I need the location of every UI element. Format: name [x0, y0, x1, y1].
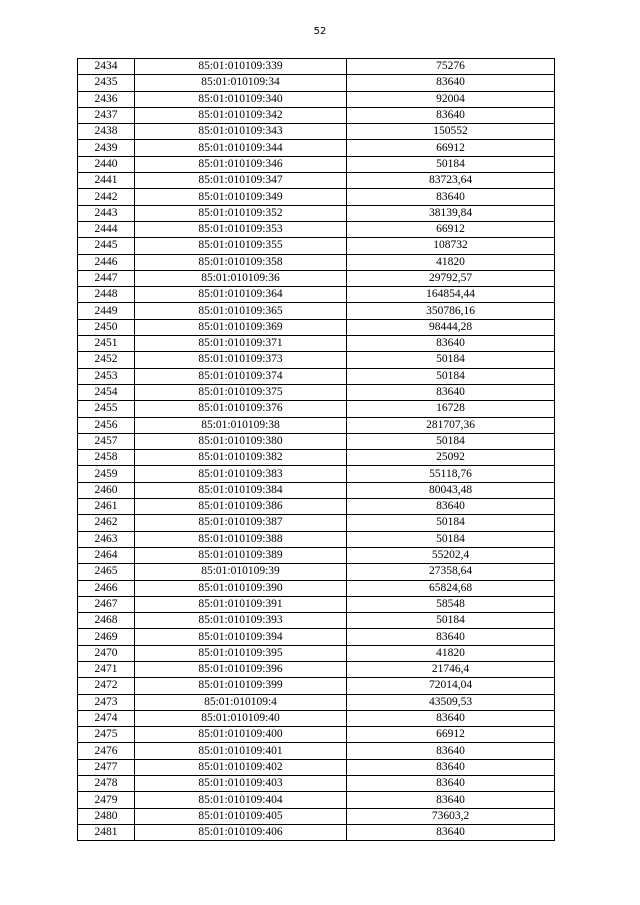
- row-number-cell: 2461: [78, 499, 135, 515]
- value-cell: 66912: [347, 140, 555, 156]
- table-body: [78, 59, 555, 841]
- table-row: [78, 433, 555, 449]
- value-cell: 108732: [347, 238, 555, 254]
- row-number-cell: 2439: [78, 140, 135, 156]
- row-number-cell: 2476: [78, 743, 135, 759]
- value-cell: 66912: [347, 221, 555, 237]
- cadastral-number-cell: 85:01:010109:386: [135, 499, 347, 515]
- table-row: [78, 580, 555, 596]
- value-cell: 55118,76: [347, 466, 555, 482]
- cadastral-number-cell: 85:01:010109:391: [135, 596, 347, 612]
- table-row: [78, 59, 555, 75]
- value-cell: 55202,4: [347, 547, 555, 563]
- value-cell: 83723,64: [347, 173, 555, 189]
- row-number-cell: 2455: [78, 401, 135, 417]
- value-cell: 83640: [347, 336, 555, 352]
- value-cell: 25092: [347, 450, 555, 466]
- row-number-cell: 2467: [78, 596, 135, 612]
- cadastral-number-cell: 85:01:010109:382: [135, 450, 347, 466]
- cadastral-number-cell: 85:01:010109:371: [135, 336, 347, 352]
- row-number-cell: 2474: [78, 710, 135, 726]
- cadastral-number-cell: 85:01:010109:346: [135, 156, 347, 172]
- cadastral-number-cell: 85:01:010109:401: [135, 743, 347, 759]
- table-row: [78, 336, 555, 352]
- row-number-cell: 2481: [78, 824, 135, 840]
- cadastral-number-cell: 85:01:010109:353: [135, 221, 347, 237]
- table-row: [78, 694, 555, 710]
- table-row: [78, 205, 555, 221]
- cadastral-number-cell: 85:01:010109:404: [135, 792, 347, 808]
- table-row: [78, 759, 555, 775]
- table-row: [78, 466, 555, 482]
- value-cell: 50184: [347, 531, 555, 547]
- row-number-cell: 2480: [78, 808, 135, 824]
- row-number-cell: 2470: [78, 645, 135, 661]
- value-cell: 58548: [347, 596, 555, 612]
- cadastral-number-cell: 85:01:010109:384: [135, 482, 347, 498]
- row-number-cell: 2452: [78, 352, 135, 368]
- value-cell: 50184: [347, 352, 555, 368]
- value-cell: 65824,68: [347, 580, 555, 596]
- cadastral-number-cell: 85:01:010109:373: [135, 352, 347, 368]
- row-number-cell: 2472: [78, 678, 135, 694]
- value-cell: 50184: [347, 433, 555, 449]
- cadastral-number-cell: 85:01:010109:374: [135, 368, 347, 384]
- row-number-cell: 2449: [78, 303, 135, 319]
- row-number-cell: 2457: [78, 433, 135, 449]
- value-cell: 83640: [347, 75, 555, 91]
- table-row: [78, 319, 555, 335]
- table-row: [78, 743, 555, 759]
- value-cell: 43509,53: [347, 694, 555, 710]
- cadastral-number-cell: 85:01:010109:342: [135, 107, 347, 123]
- table-row: [78, 824, 555, 840]
- cadastral-number-cell: 85:01:010109:389: [135, 547, 347, 563]
- cadastral-number-cell: 85:01:010109:396: [135, 661, 347, 677]
- table-row: [78, 645, 555, 661]
- row-number-cell: 2465: [78, 564, 135, 580]
- value-cell: 83640: [347, 743, 555, 759]
- row-number-cell: 2478: [78, 776, 135, 792]
- value-cell: 83640: [347, 499, 555, 515]
- table-row: [78, 727, 555, 743]
- cadastral-number-cell: 85:01:010109:364: [135, 287, 347, 303]
- row-number-cell: 2451: [78, 336, 135, 352]
- cadastral-number-cell: 85:01:010109:395: [135, 645, 347, 661]
- page-number: 52: [313, 26, 327, 37]
- row-number-cell: 2435: [78, 75, 135, 91]
- cadastral-number-cell: 85:01:010109:4: [135, 694, 347, 710]
- value-cell: 66912: [347, 727, 555, 743]
- cadastral-number-cell: 85:01:010109:340: [135, 91, 347, 107]
- row-number-cell: 2446: [78, 254, 135, 270]
- table-row: [78, 678, 555, 694]
- value-cell: 83640: [347, 107, 555, 123]
- cadastral-number-cell: 85:01:010109:36: [135, 270, 347, 286]
- table-row: [78, 792, 555, 808]
- table-row: [78, 352, 555, 368]
- cadastral-number-cell: 85:01:010109:403: [135, 776, 347, 792]
- table-row: [78, 613, 555, 629]
- value-cell: 80043,48: [347, 482, 555, 498]
- cadastral-number-cell: 85:01:010109:393: [135, 613, 347, 629]
- cadastral-number-cell: 85:01:010109:344: [135, 140, 347, 156]
- value-cell: 83640: [347, 776, 555, 792]
- table-row: [78, 776, 555, 792]
- table-row: [78, 499, 555, 515]
- row-number-cell: 2437: [78, 107, 135, 123]
- value-cell: 150552: [347, 124, 555, 140]
- row-number-cell: 2442: [78, 189, 135, 205]
- row-number-cell: 2445: [78, 238, 135, 254]
- value-cell: 281707,36: [347, 417, 555, 433]
- table-row: [78, 531, 555, 547]
- row-number-cell: 2438: [78, 124, 135, 140]
- value-cell: 98444,28: [347, 319, 555, 335]
- cadastral-number-cell: 85:01:010109:352: [135, 205, 347, 221]
- row-number-cell: 2471: [78, 661, 135, 677]
- value-cell: 83640: [347, 629, 555, 645]
- cadastral-number-cell: 85:01:010109:387: [135, 515, 347, 531]
- row-number-cell: 2468: [78, 613, 135, 629]
- row-number-cell: 2473: [78, 694, 135, 710]
- table-row: [78, 238, 555, 254]
- value-cell: 27358,64: [347, 564, 555, 580]
- table-row: [78, 564, 555, 580]
- row-number-cell: 2453: [78, 368, 135, 384]
- table-row: [78, 75, 555, 91]
- row-number-cell: 2441: [78, 173, 135, 189]
- cadastral-number-cell: 85:01:010109:34: [135, 75, 347, 91]
- row-number-cell: 2444: [78, 221, 135, 237]
- cadastral-number-cell: 85:01:010109:380: [135, 433, 347, 449]
- cadastral-number-cell: 85:01:010109:343: [135, 124, 347, 140]
- value-cell: 75276: [347, 59, 555, 75]
- cadastral-number-cell: 85:01:010109:399: [135, 678, 347, 694]
- cadastral-number-cell: 85:01:010109:339: [135, 59, 347, 75]
- cadastral-number-cell: 85:01:010109:358: [135, 254, 347, 270]
- table-row: [78, 417, 555, 433]
- value-cell: 50184: [347, 156, 555, 172]
- cadastral-number-cell: 85:01:010109:376: [135, 401, 347, 417]
- value-cell: 41820: [347, 645, 555, 661]
- row-number-cell: 2454: [78, 384, 135, 400]
- row-number-cell: 2447: [78, 270, 135, 286]
- value-cell: 92004: [347, 91, 555, 107]
- value-cell: 83640: [347, 792, 555, 808]
- table-row: [78, 140, 555, 156]
- row-number-cell: 2448: [78, 287, 135, 303]
- cadastral-number-cell: 85:01:010109:347: [135, 173, 347, 189]
- value-cell: 16728: [347, 401, 555, 417]
- value-cell: 50184: [347, 613, 555, 629]
- row-number-cell: 2466: [78, 580, 135, 596]
- table-row: [78, 596, 555, 612]
- cadastral-number-cell: 85:01:010109:355: [135, 238, 347, 254]
- cadastral-number-cell: 85:01:010109:400: [135, 727, 347, 743]
- row-number-cell: 2462: [78, 515, 135, 531]
- table-row: [78, 629, 555, 645]
- value-cell: 50184: [347, 515, 555, 531]
- table-row: [78, 482, 555, 498]
- value-cell: 350786,16: [347, 303, 555, 319]
- table-row: [78, 221, 555, 237]
- table-row: [78, 270, 555, 286]
- cadastral-number-cell: 85:01:010109:40: [135, 710, 347, 726]
- table-row: [78, 287, 555, 303]
- row-number-cell: 2443: [78, 205, 135, 221]
- table-row: [78, 450, 555, 466]
- value-cell: 83640: [347, 759, 555, 775]
- cadastral-number-cell: 85:01:010109:375: [135, 384, 347, 400]
- value-cell: 73603,2: [347, 808, 555, 824]
- cadastral-number-cell: 85:01:010109:402: [135, 759, 347, 775]
- table-row: [78, 189, 555, 205]
- table-row: [78, 368, 555, 384]
- row-number-cell: 2459: [78, 466, 135, 482]
- cadastral-number-cell: 85:01:010109:394: [135, 629, 347, 645]
- row-number-cell: 2469: [78, 629, 135, 645]
- row-number-cell: 2477: [78, 759, 135, 775]
- table-row: [78, 173, 555, 189]
- row-number-cell: 2460: [78, 482, 135, 498]
- table-row: [78, 303, 555, 319]
- value-cell: 21746,4: [347, 661, 555, 677]
- row-number-cell: 2434: [78, 59, 135, 75]
- table-row: [78, 254, 555, 270]
- cadastral-number-cell: 85:01:010109:39: [135, 564, 347, 580]
- row-number-cell: 2450: [78, 319, 135, 335]
- value-cell: 83640: [347, 710, 555, 726]
- table-row: [78, 661, 555, 677]
- row-number-cell: 2479: [78, 792, 135, 808]
- table-row: [78, 156, 555, 172]
- table-row: [78, 710, 555, 726]
- value-cell: 72014,04: [347, 678, 555, 694]
- cadastral-number-cell: 85:01:010109:383: [135, 466, 347, 482]
- value-cell: 50184: [347, 368, 555, 384]
- table-row: [78, 547, 555, 563]
- row-number-cell: 2458: [78, 450, 135, 466]
- row-number-cell: 2475: [78, 727, 135, 743]
- value-cell: 38139,84: [347, 205, 555, 221]
- row-number-cell: 2456: [78, 417, 135, 433]
- value-cell: 83640: [347, 384, 555, 400]
- table-row: [78, 124, 555, 140]
- value-cell: 29792,57: [347, 270, 555, 286]
- cadastral-value-table: [77, 58, 555, 841]
- cadastral-number-cell: 85:01:010109:369: [135, 319, 347, 335]
- table-row: [78, 808, 555, 824]
- cadastral-number-cell: 85:01:010109:406: [135, 824, 347, 840]
- row-number-cell: 2464: [78, 547, 135, 563]
- table-row: [78, 384, 555, 400]
- table-row: [78, 515, 555, 531]
- row-number-cell: 2436: [78, 91, 135, 107]
- value-cell: 83640: [347, 824, 555, 840]
- table-row: [78, 401, 555, 417]
- cadastral-number-cell: 85:01:010109:388: [135, 531, 347, 547]
- value-cell: 83640: [347, 189, 555, 205]
- row-number-cell: 2463: [78, 531, 135, 547]
- cadastral-number-cell: 85:01:010109:390: [135, 580, 347, 596]
- table-row: [78, 91, 555, 107]
- cadastral-number-cell: 85:01:010109:349: [135, 189, 347, 205]
- value-cell: 164854,44: [347, 287, 555, 303]
- cadastral-number-cell: 85:01:010109:365: [135, 303, 347, 319]
- value-cell: 41820: [347, 254, 555, 270]
- row-number-cell: 2440: [78, 156, 135, 172]
- cadastral-number-cell: 85:01:010109:405: [135, 808, 347, 824]
- table-row: [78, 107, 555, 123]
- cadastral-number-cell: 85:01:010109:38: [135, 417, 347, 433]
